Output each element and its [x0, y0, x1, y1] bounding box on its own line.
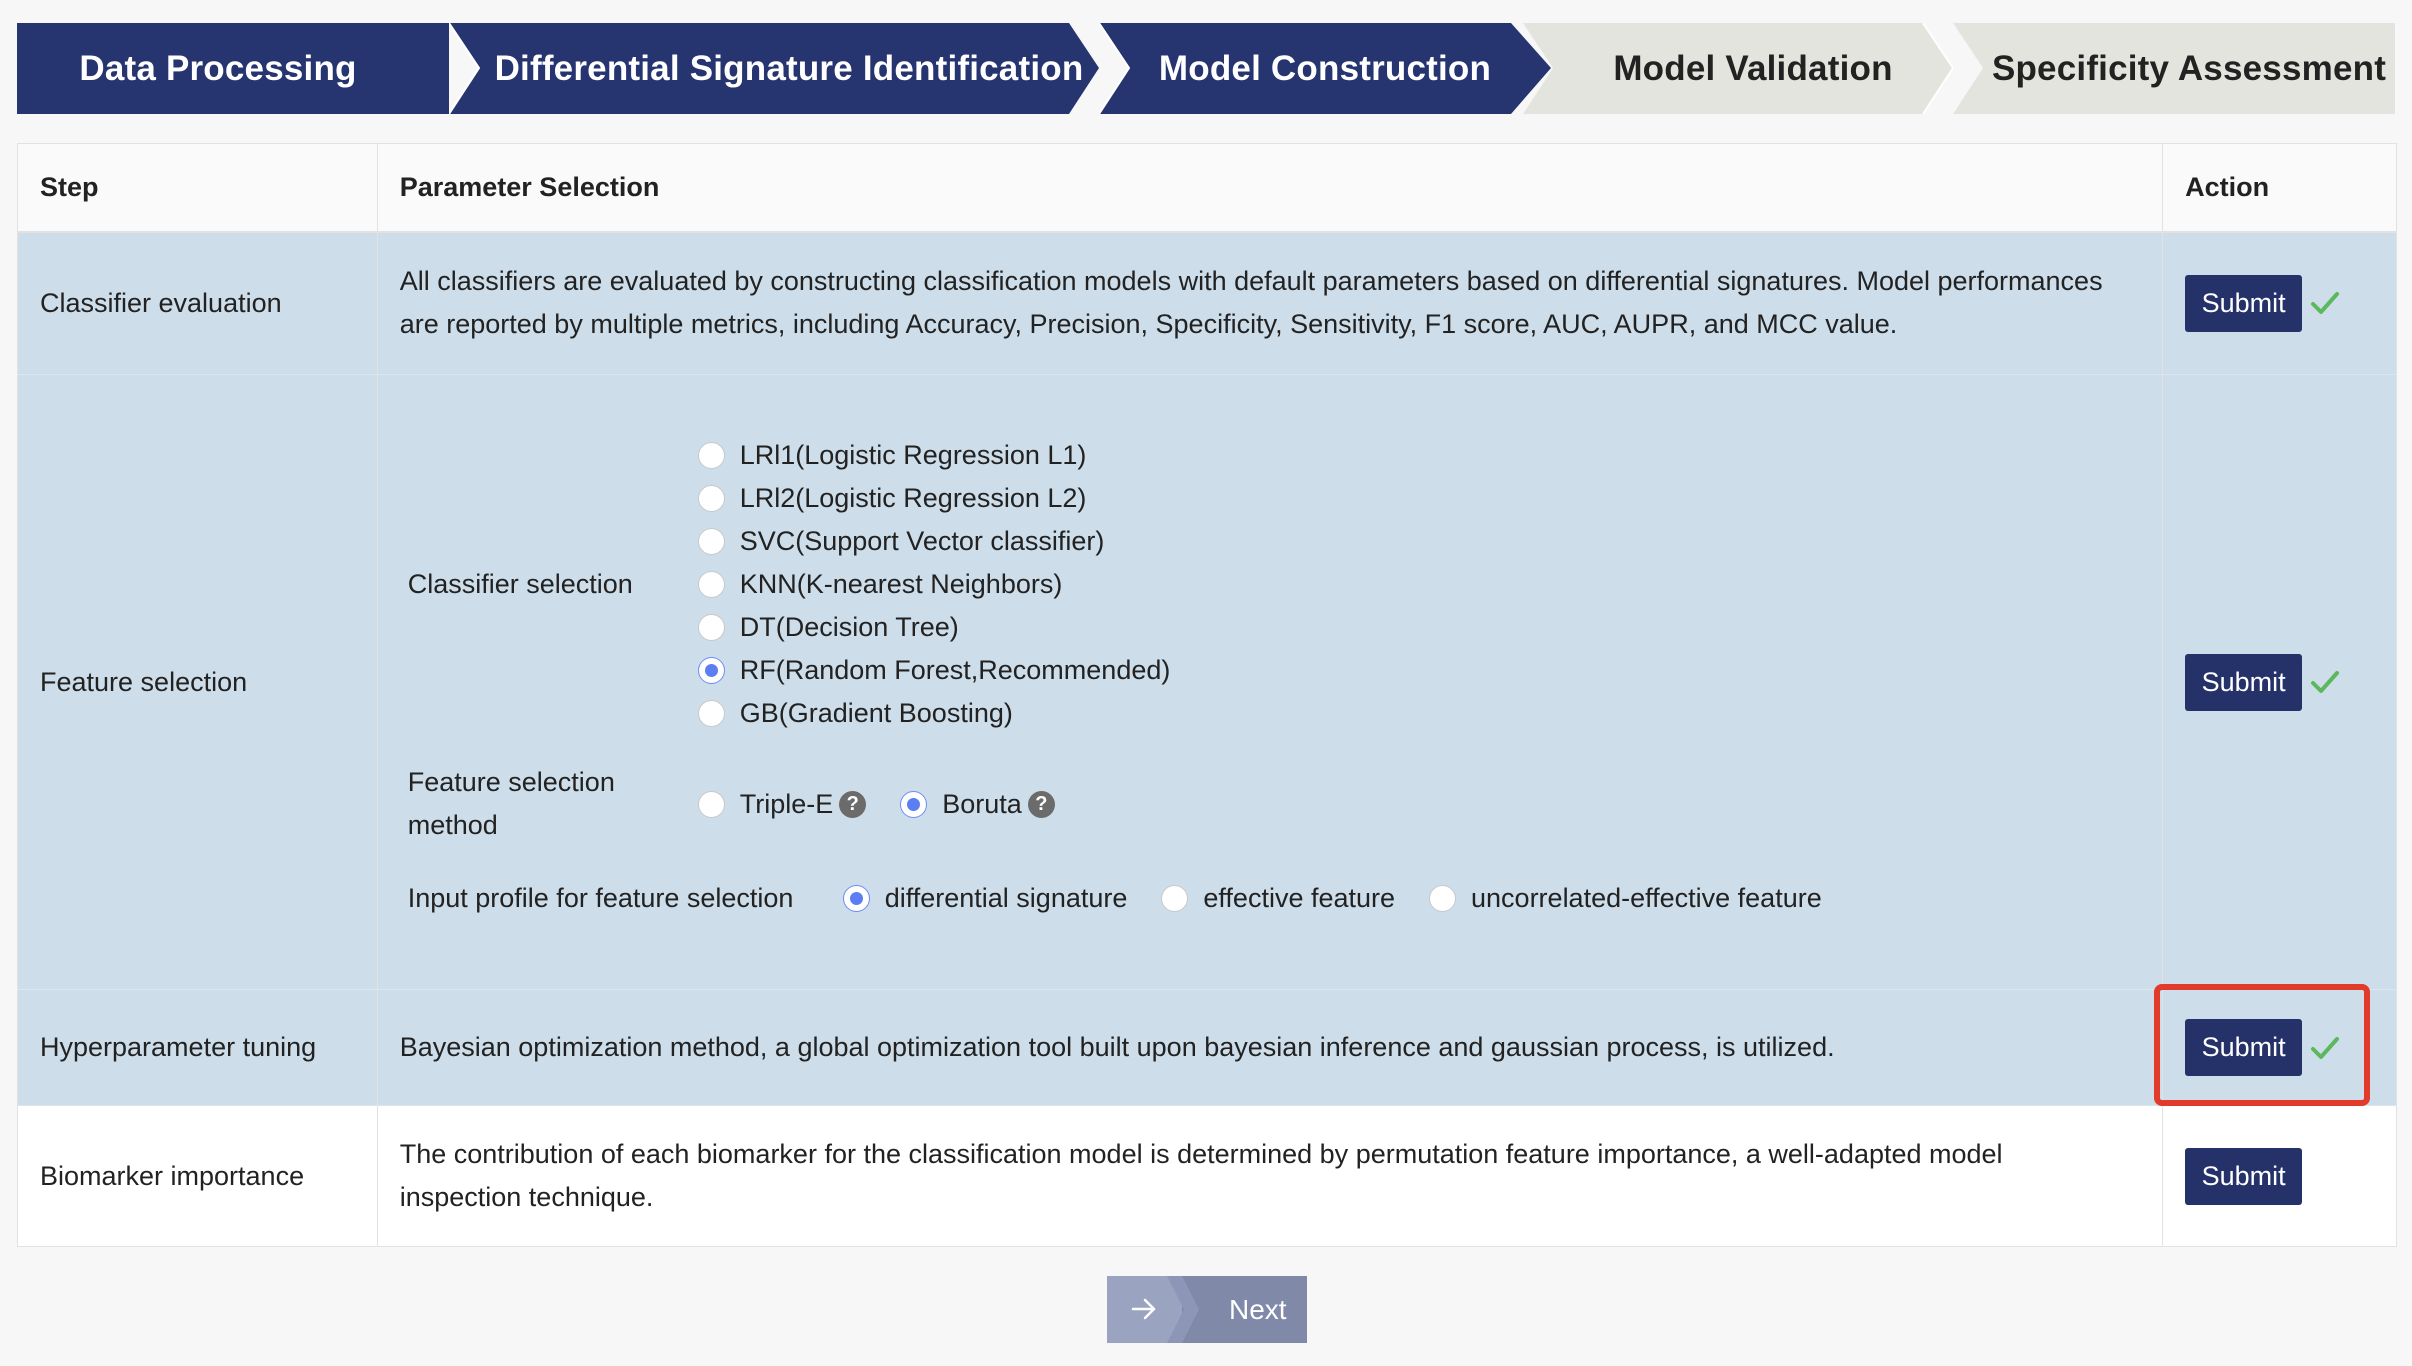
step-specificity-assessment[interactable]: [1953, 23, 2395, 114]
step-label: Data Processing: [79, 48, 357, 88]
radio-icon[interactable]: [1161, 885, 1188, 912]
next-button[interactable]: [1107, 1276, 1307, 1343]
progress-stepper: [17, 23, 2395, 114]
option-label: Boruta: [942, 788, 1022, 819]
step-label: Specificity Assessment: [1991, 48, 2387, 88]
step-description: All classifiers are evaluated by constructing classification models with default parameters based on differential signatures. Model performances are reported by multiple metrics, including Accuracy, Precision, Specificity, Sensitivity, F1 score, AUC, AUPR, and MCC value.: [377, 232, 2162, 375]
option-label: Triple-E: [739, 788, 834, 819]
table-row-hyperparameter-tuning: [18, 990, 2397, 1106]
option-label: KNN(K-nearest Neighbors): [739, 569, 1063, 599]
question-circle-icon[interactable]: ?: [839, 791, 866, 818]
option-label: uncorrelated-effective feature: [1471, 883, 1822, 913]
step-label: Model Validation: [1613, 48, 1893, 88]
question-circle-icon[interactable]: ?: [1028, 791, 1055, 818]
classifier-selection-group: [408, 434, 2162, 735]
radio-icon[interactable]: [698, 442, 725, 469]
check-icon: [2310, 1033, 2340, 1063]
radio-icon[interactable]: [843, 885, 870, 912]
hyperparameter-tuning-submit-button[interactable]: Submit: [2185, 1019, 2302, 1076]
radio-icon[interactable]: [698, 700, 725, 727]
header-parameter-selection: Parameter Selection: [377, 144, 2162, 232]
option-label: differential signature: [884, 883, 1128, 913]
next-label: Next: [1229, 1294, 1287, 1325]
classifier-option-rf[interactable]: [698, 649, 1171, 692]
classifier-option-svc[interactable]: [698, 520, 1171, 563]
feature-selection-submit-button[interactable]: Submit: [2185, 654, 2302, 711]
classifier-option-lrl1[interactable]: [698, 434, 1171, 477]
table-row-classifier-evaluation: [18, 232, 2397, 375]
input-profile-radio-list: [843, 877, 1856, 920]
input-profile-label: Input profile for feature selection: [407, 883, 794, 913]
feature-selection-method-group: [408, 761, 2162, 847]
option-label: LRl1(Logistic Regression L1): [739, 440, 1087, 470]
classifier-radio-list: [698, 434, 1171, 735]
input-profile-group: [408, 877, 2162, 920]
radio-icon[interactable]: [698, 614, 725, 641]
option-label: GB(Gradient Boosting): [739, 698, 1013, 728]
check-icon: [2310, 667, 2340, 697]
action-cell: [2163, 990, 2397, 1106]
arrow-right-icon: [1127, 1292, 1161, 1326]
step-name: Biomarker importance: [18, 1106, 378, 1247]
option-label: LRl2(Logistic Regression L2): [739, 483, 1087, 513]
button-separator: [1107, 1276, 1217, 1343]
table-row-feature-selection: [18, 375, 2397, 990]
step-description: Bayesian optimization method, a global optimization tool built upon bayesian inference and gaussian process, is utilized.: [377, 990, 2162, 1106]
classifier-selection-label: Classifier selection: [407, 569, 633, 599]
input-option-uncorrelated-effective-feature[interactable]: [1429, 877, 1822, 920]
radio-icon[interactable]: [698, 485, 725, 512]
model-construction-table: [17, 143, 2397, 1247]
action-cell: [2163, 1106, 2397, 1247]
option-label: SVC(Support Vector classifier): [739, 526, 1105, 556]
step-model-construction[interactable]: [1099, 23, 1551, 114]
action-cell: [2163, 375, 2397, 990]
step-name: Feature selection: [18, 375, 378, 990]
step-description: The contribution of each biomarker for the classification model is determined by permutation feature importance, a well-adapted model inspection technique.: [377, 1106, 2162, 1247]
radio-icon[interactable]: [1429, 885, 1456, 912]
header-action: Action: [2163, 144, 2397, 232]
method-option-triple-e[interactable]: [698, 783, 867, 826]
input-option-differential-signature[interactable]: [843, 877, 1128, 920]
option-label: effective feature: [1203, 883, 1396, 913]
step-label: Differential Signature Identification: [494, 48, 1084, 88]
option-label: RF(Random Forest,Recommended): [739, 655, 1171, 685]
table-header-row: [18, 144, 2397, 232]
check-icon: [2310, 288, 2340, 318]
radio-icon[interactable]: [698, 528, 725, 555]
input-option-effective-feature[interactable]: [1161, 877, 1395, 920]
biomarker-importance-submit-button[interactable]: Submit: [2185, 1148, 2302, 1205]
feature-selection-method-label: Feature selection method: [407, 767, 615, 840]
step-model-validation[interactable]: [1523, 23, 1953, 114]
radio-icon[interactable]: [900, 791, 927, 818]
step-name: Hyperparameter tuning: [18, 990, 378, 1106]
step-label: Model Construction: [1158, 48, 1492, 88]
classifier-option-dt[interactable]: [698, 606, 1171, 649]
step-data-processing[interactable]: [17, 23, 449, 114]
radio-icon[interactable]: [698, 791, 725, 818]
classifier-evaluation-submit-button[interactable]: Submit: [2185, 275, 2302, 332]
radio-icon[interactable]: [698, 571, 725, 598]
classifier-option-knn[interactable]: [698, 563, 1171, 606]
radio-icon[interactable]: [698, 657, 725, 684]
feature-selection-parameters: [377, 375, 2162, 990]
table-row-biomarker-importance: [18, 1106, 2397, 1247]
method-radio-list: [698, 783, 1089, 826]
header-step: Step: [18, 144, 378, 232]
step-name: Classifier evaluation: [18, 232, 378, 375]
method-option-boruta[interactable]: [900, 783, 1055, 826]
classifier-option-gb[interactable]: [698, 692, 1171, 735]
action-cell: [2163, 232, 2397, 375]
step-differential-signature-identification[interactable]: [449, 23, 1099, 114]
option-label: DT(Decision Tree): [739, 612, 959, 642]
classifier-option-lrl2[interactable]: [698, 477, 1171, 520]
